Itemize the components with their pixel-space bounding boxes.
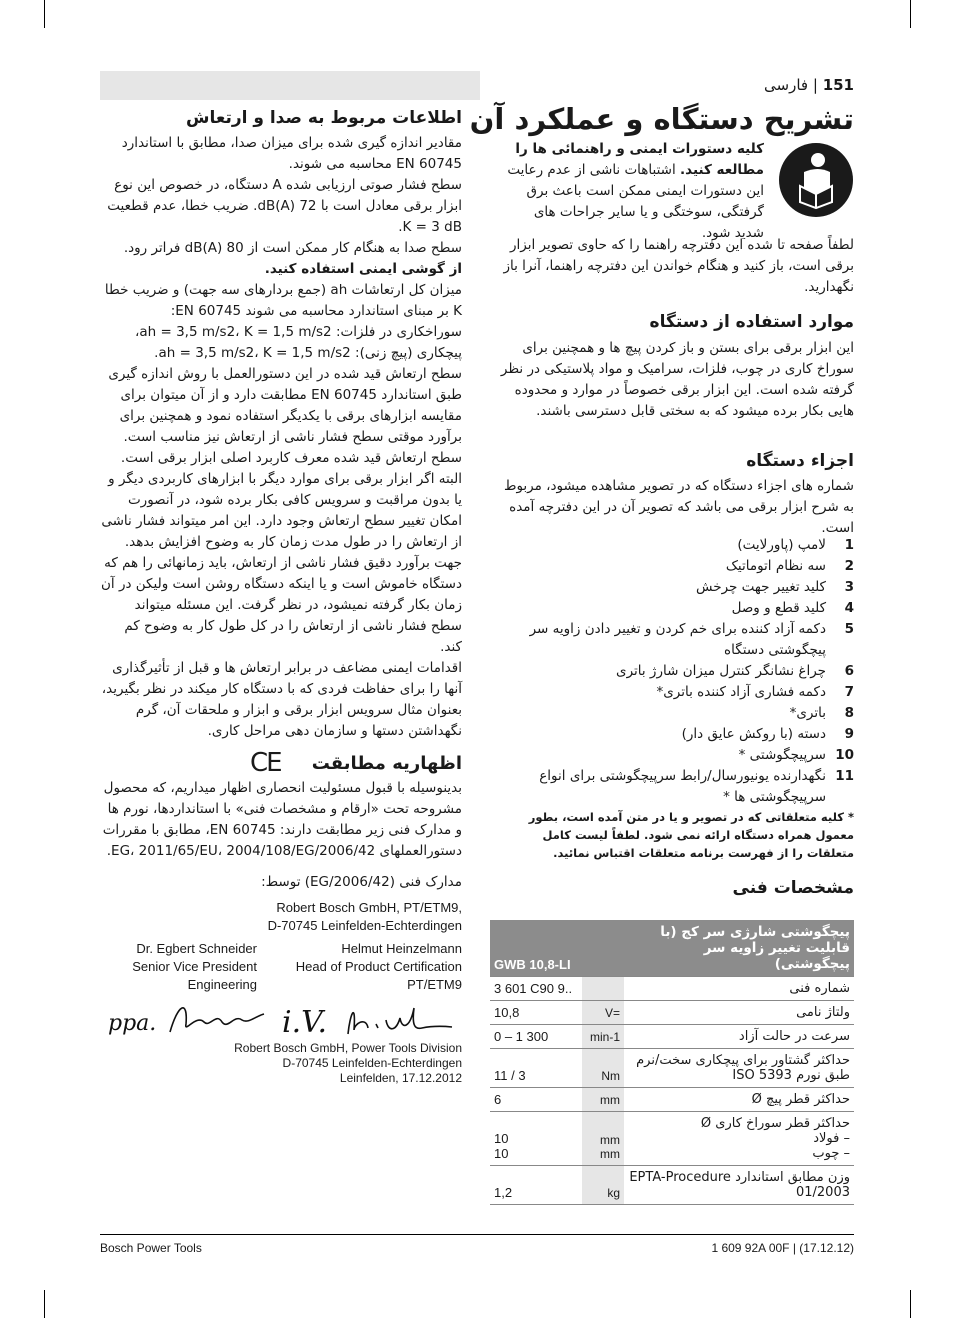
page-language: فارسی xyxy=(764,76,809,94)
noise-p4: میزان کل ارتعاشات ah (جمع بردارهای سه جهت) و ضریب خطا K بر مبنای استاندارد محاسبه می شوند EN 60745: xyxy=(104,282,462,319)
spec-unit: min-1 xyxy=(582,1025,624,1049)
part-label: لامپ (پاورلایت) xyxy=(737,537,826,553)
part-number: 11 xyxy=(835,768,854,784)
crop-mark xyxy=(44,1290,45,1318)
parts-intro: شماره های اجزاء دستگاه که در تصویر مشاهده میشود، مربوط به شرح ابزار برقی می باشد که تصویر آن در این دفترچه آمده است. xyxy=(503,478,854,536)
signer-right-title: Head of Product Certification xyxy=(295,959,462,974)
vibration-metal: سوراخکاری در فلزات: ah = 3,5 m/s2، K = 1,5 m/s2، xyxy=(135,324,462,340)
part-label: دکمه فشاری آزاد کننده باتری* xyxy=(656,684,826,700)
table-row xyxy=(490,977,854,1001)
conformity-company xyxy=(268,899,462,935)
signature-right xyxy=(282,994,454,1044)
read-manual-icon xyxy=(778,142,854,218)
conformity-docs: مدارک فنی (2006/42/EG) توسط: xyxy=(261,874,462,890)
company-name: Robert Bosch GmbH, PT/ETM9, xyxy=(276,900,462,915)
part-number: 6 xyxy=(844,663,854,679)
part-label: چراغ نشانگر کنترل میزان شارژ باتری xyxy=(616,663,826,679)
list-item xyxy=(498,682,854,703)
table-row xyxy=(490,1088,854,1112)
conformity-heading-row xyxy=(250,748,462,778)
part-number: 3 xyxy=(844,579,854,595)
signer-right-name: Helmut Heinzelmann xyxy=(341,941,462,956)
parts-footnote: * کلیه متعلقاتی که در تصویر و یا در متن آمده است، بطور معمول همراه دستگاه ارائه نمی شود. لطفاً لیست کامل متعلقات را از فهرست برنامه متعلقات اقتباس نمائید. xyxy=(528,810,854,860)
noise-p3: سطح صدا به هنگام کار ممکن است از 80 dB(A) فراتر رود. xyxy=(123,240,462,256)
part-number: 8 xyxy=(844,705,854,721)
page-number: 151 xyxy=(822,76,854,94)
spec-value: 6 xyxy=(490,1088,582,1112)
list-item xyxy=(498,766,854,808)
list-item xyxy=(498,577,854,598)
division-name: Robert Bosch GmbH, Power Tools Division xyxy=(234,1041,462,1055)
spec-unit-steel: mm xyxy=(600,1133,620,1147)
conformity-bottom xyxy=(234,1041,462,1086)
parts-list xyxy=(498,535,854,808)
safety-warning xyxy=(504,139,764,244)
specs-table xyxy=(490,920,854,1205)
signature-right-prefix: i.V. xyxy=(282,1005,328,1040)
safety-warning-bold: کلیه دستورات ایمنی و راهنمائی ها را مطالعه کنید. xyxy=(515,141,764,178)
signer-left xyxy=(132,940,257,994)
usage-text: این ابزار برقی برای بستن و باز کردن پیچ ها و همچنین برای سوراخ کاری در چوب، فلزات، سرامیک و مواد پلاستیکی در نظر گرفته شده است. این ابزار برقی خصوصاً در موارد و محدوده هایی بکار برده میشود که به سختی قابل دسترسی باشند. xyxy=(500,340,854,419)
spec-unit xyxy=(582,1112,624,1166)
part-label: دسته (با روکش عایق دار) xyxy=(681,726,826,742)
parts-heading: اجزاء دستگاه xyxy=(746,451,854,471)
spec-label: وزن مطابق استاندارد EPTA-Procedure 01/2003 xyxy=(624,1166,854,1205)
list-item xyxy=(498,598,854,619)
table-row xyxy=(490,1166,854,1205)
signing-date: Leinfelden, 17.12.2012 xyxy=(339,1071,462,1085)
specs-product: پیچگوشتی شارژی سر کج (با قابلیت تغییر زاویه سر پیچگوشتی) xyxy=(624,920,854,977)
intro-text: لطفاً صفحه تا شده این دفترچه راهنما را که حاوی تصویر ابزار برقی است، باز کنید و هنگام خواندن این دفترچه راهنما، آنرا باز نگهدارید. xyxy=(503,237,854,295)
spec-unit: Nm xyxy=(582,1049,624,1088)
part-number: 10 xyxy=(835,747,854,763)
spec-value xyxy=(490,1112,582,1166)
list-item xyxy=(498,535,854,556)
footer-brand: Bosch Power Tools xyxy=(100,1241,202,1255)
ce-mark: CE xyxy=(250,748,281,778)
vibration-screw: پیچکاری (پیچ زنی): ah = 3,5 m/s2، K = 1,5 m/s2. xyxy=(154,345,462,361)
page-title: تشریح دستگاه و عملکرد آن xyxy=(469,102,854,136)
usage-heading: موارد استفاده از دستگاه xyxy=(649,312,854,332)
spec-value: 1,2 xyxy=(490,1166,582,1205)
list-item xyxy=(498,724,854,745)
table-row xyxy=(490,1001,854,1025)
signer-left-dept: Engineering xyxy=(187,977,257,992)
noise-p6: سطح ارتعاش قید شده معرف کاربرد اصلی ابزار برقی است. البته اگر ابزار برقی برای موارد دیگر با ابزارهای کاربردی دیگر و یا بدون مراقبت و سرویس کافی بکار برده شود، در آنصورت امکان تغییر سطح ارتعاش وجود دارد. این امر میتواند فشار ناشی از ارتعاش را در طول مدت زمان کار به وضوح افزایش بدهد. xyxy=(101,450,462,550)
part-number: 1 xyxy=(844,537,854,553)
specs-header-row xyxy=(490,920,854,977)
part-label: باتری* xyxy=(789,705,826,721)
spec-value: 10,8 xyxy=(490,1001,582,1025)
part-label: کلید تغییر جهت چرخش xyxy=(696,579,826,595)
crop-mark xyxy=(910,1290,911,1318)
noise-bold: از گوشی ایمنی استفاده کنید. xyxy=(264,261,462,277)
spec-value-wood: 10 xyxy=(494,1146,509,1161)
spec-label: حداکثر قطر پیچ Ø xyxy=(624,1088,854,1112)
part-label: کلید قطع و وصل xyxy=(731,600,826,616)
conformity-heading: اظهاریه مطابقت xyxy=(311,752,462,774)
noise-p2: سطح فشار صوتی ارزیابی شده A دستگاه، در خصوص این نوع ابزار برقی معادل است با 72 dB(A). ضریب خطا، عدم قطعیت K = 3 dB. xyxy=(107,177,462,235)
division-address: D-70745 Leinfelden-Echterdingen xyxy=(282,1056,462,1070)
crop-mark xyxy=(910,0,911,28)
spec-value: 3 601 C90 9.. xyxy=(490,977,582,1001)
noise-p8: اقدامات ایمنی مضاعف در برابر ارتعاش ها و قبل از تأثیرگذاری آنها را برای حفاظت فردی که با دستگاه کار میکند در نظر بگیرید، بعنوان مثال سرویس ابزار برقی و ابزار و ملحقات آن، گرم نگهداشتن دستها و سازمان دهی مراحل کاری. xyxy=(101,660,462,739)
specs-model: GWB 10,8-LI xyxy=(490,920,624,977)
spec-value: 11 / 3 xyxy=(490,1049,582,1088)
spec-label xyxy=(624,1112,854,1166)
spec-label: سرعت در حالت آزاد xyxy=(624,1025,854,1049)
signature-left xyxy=(108,994,268,1044)
part-label: نگهدارنده یونیورسال/رابط سرپیچگوشتی برای انواع سرپیچگوشتی ها * xyxy=(539,768,826,805)
part-number: 4 xyxy=(844,600,854,616)
spec-value: 0 – 1 300 xyxy=(490,1025,582,1049)
safety-warning-text: اشتباهات ناشی از عدم رعایت این دستورات ایمنی ممکن است باعث برق گرفتگی، سوختگی و یا سایر جراحات های شدید شود. xyxy=(507,162,764,241)
noise-heading: اطلاعات مربوط به صدا و ارتعاش xyxy=(186,108,462,128)
list-item xyxy=(498,556,854,577)
signer-left-title: Senior Vice President xyxy=(132,959,257,974)
noise-p5: سطح ارتعاش قید شده در این دستورالعمل با روش اندازه گیری طبق استاندارد EN 60745 مطابقت دارد و از آن میتوان برای مقایسه ابزارهای برقی با یکدیگر استفاده نمود و همچنین برای برآورد موقتی سطح فشار ناشی از ارتعاش نیز مناسب است. xyxy=(108,366,462,445)
part-label: سه نظام اتوماتیک xyxy=(725,558,826,574)
part-number: 7 xyxy=(844,684,854,700)
company-address: D-70745 Leinfelden-Echterdingen xyxy=(267,918,462,933)
part-number: 9 xyxy=(844,726,854,742)
list-item xyxy=(498,745,854,766)
spec-unit xyxy=(582,977,624,1001)
spec-label: شماره فنی xyxy=(624,977,854,1001)
list-item xyxy=(498,703,854,724)
page-header: 151 | فارسی xyxy=(764,76,854,94)
spec-sublabel: – فولاد xyxy=(813,1131,850,1146)
noise-p7: جهت برآورد دقیق فشار ناشی از ارتعاش، باید زمانهائی را هم که دستگاه خاموش است و یا اینکه دستگاه روشن است ولیکن در آن زمان بکار گرفته نمیشود، در نظر گرفت. این مسئله میتواند سطح فشار ناشی از ارتعاش را در کل طول کار به وضوح کم کند. xyxy=(101,555,462,655)
part-number: 5 xyxy=(844,621,854,637)
part-label: سرپیچگوشتی * xyxy=(738,747,826,763)
noise-section xyxy=(100,133,462,742)
spec-sublabel-wood: چوب xyxy=(812,1146,840,1161)
table-row xyxy=(490,1049,854,1088)
table-row xyxy=(490,1112,854,1166)
signer-right xyxy=(296,940,462,994)
spec-unit: mm xyxy=(582,1088,624,1112)
spec-label: ولتاژ نامی xyxy=(624,1001,854,1025)
spec-label-drill: حداکثر قطر سوراخ کاری Ø xyxy=(700,1116,850,1131)
signature-left-prefix: ppa. xyxy=(108,1011,157,1036)
signer-right-dept: PT/ETM9 xyxy=(407,977,462,992)
spec-unit-wood: mm xyxy=(600,1147,620,1161)
footer-doc-number: 1 609 92A 00F | (17.12.12) xyxy=(711,1241,854,1255)
noise-p1: مقادیر اندازه گیری شده برای میزان صدا، مطابق با استاندارد EN 60745 محاسبه می شوند. xyxy=(121,135,462,172)
conformity-text: بدینوسیله با قبول مسئولیت انحصاری اظهار میداریم، که محصول مشروحه تحت «ارقام و مشخصات فنی» با استانداردها، نورم ها و مدارک فنی زیر مطابقت دارند: EN 60745، مطابق با مقررات دستورالعملهای 2006/42/EG، 2011/65/EU، 2004/108/EG. xyxy=(102,780,462,859)
table-row xyxy=(490,1025,854,1049)
list-item xyxy=(498,619,854,661)
part-number: 2 xyxy=(844,558,854,574)
spec-label: حداکثر گشتاور برای پیچکاری سخت/نرم طبق نورم ISO 5393 xyxy=(624,1049,854,1088)
spec-sublabel-steel: فولاد xyxy=(813,1131,840,1146)
spec-sublabel: – چوب xyxy=(812,1146,850,1161)
specs-heading: مشخصات فنی xyxy=(732,878,854,898)
part-label: دکمه آزاد کننده برای خم کردن و تغییر دادن زاویه سر پیچگوشتی دستگاه xyxy=(529,621,826,658)
spec-unit: V= xyxy=(582,1001,624,1025)
footer-rule xyxy=(100,1234,854,1235)
crop-mark xyxy=(44,0,45,28)
signer-left-name: Dr. Egbert Schneider xyxy=(136,941,257,956)
list-item xyxy=(498,661,854,682)
spec-value-steel: 10 xyxy=(494,1131,509,1146)
spec-unit: kg xyxy=(582,1166,624,1205)
